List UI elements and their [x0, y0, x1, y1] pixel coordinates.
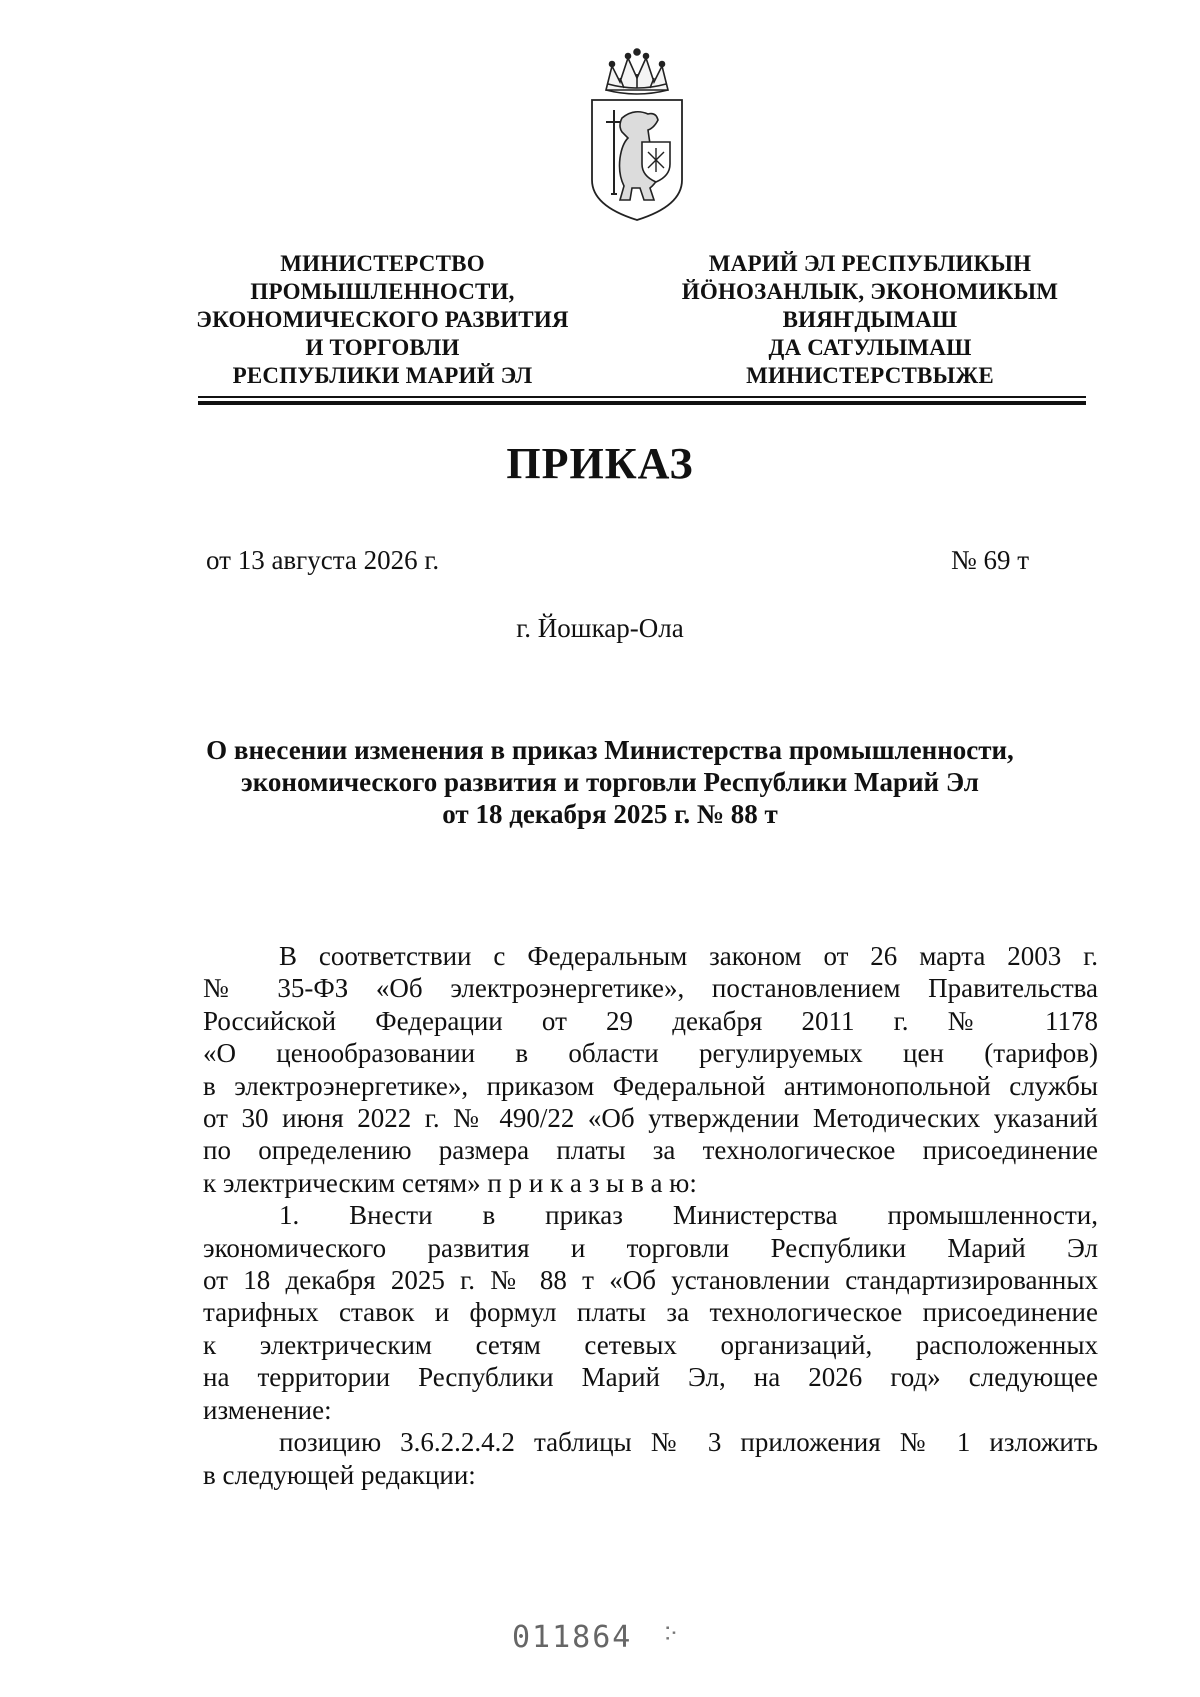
ministry-name-line: МИНИСТЕРСТВО — [280, 251, 485, 276]
subject-line: от 18 декабря 2025 г. № 88 т — [442, 799, 778, 829]
document-body — [203, 940, 1098, 1491]
body-line: «О ценообразовании в области регулируемых цен (тарифов) — [203, 1038, 1098, 1069]
serial-number-stamp: 011864 — [512, 1620, 633, 1655]
ministry-name-line: МИНИСТЕРСТВЫЖЕ — [746, 363, 994, 388]
document-city: г. Йошкар-Ола — [516, 613, 684, 643]
body-line: В соответствии с Федеральным законом от 26 марта 2003 г. — [279, 941, 1098, 971]
body-line: от 18 декабря 2025 г. № 88 т «Об установлении стандартизированных — [203, 1265, 1098, 1296]
ministry-name-line: ВИЯҤДЫМАШ — [782, 307, 958, 332]
ministry-name-line: ЭКОНОМИЧЕСКОГО РАЗВИТИЯ — [196, 307, 569, 332]
body-line: к электрическим сетям сетевых организаций, расположенных — [203, 1329, 1098, 1360]
subject-line: О внесении изменения в приказ Министерства промышленности, — [206, 735, 1014, 765]
header-divider-thin — [198, 396, 1086, 398]
header-divider-thick — [198, 401, 1086, 405]
body-line: экономического развития и торговли Республики Марий Эл — [203, 1232, 1098, 1263]
ministry-name-line: ДА САТУЛЫМАШ — [768, 335, 972, 360]
body-line: № 35-ФЗ «Об электроэнергетике», постановлением Правительства — [203, 973, 1098, 1004]
body-line: в следующей редакции: — [203, 1459, 476, 1490]
ministry-name-line: ПРОМЫШЛЕННОСТИ, — [250, 279, 515, 304]
ministry-name-line: МАРИЙ ЭЛ РЕСПУБЛИКЫН — [708, 251, 1032, 276]
ministry-name-line: И ТОРГОВЛИ — [305, 335, 460, 360]
body-line: от 30 июня 2022 г. № 490/22 «Об утверждении Методических указаний — [203, 1103, 1098, 1134]
body-line: 1. Внести в приказ Министерства промышленности, — [279, 1200, 1098, 1231]
body-line: позицию 3.6.2.2.4.2 таблицы № 3 приложения № 1 изложить — [279, 1427, 1098, 1458]
body-line: в электроэнергетике», приказом Федеральной антимонопольной службы — [203, 1070, 1098, 1101]
body-line: Российской Федерации от 29 декабря 2011 г. № 1178 — [203, 1005, 1098, 1036]
document-number: № 69 т — [951, 545, 1030, 575]
body-line: изменение: — [203, 1394, 332, 1425]
document-title: ПРИКАЗ — [506, 439, 694, 488]
ministry-name-line: ЙӦНОЗАНЛЫК, ЭКОНОМИКЫМ — [681, 279, 1059, 304]
subject-line: экономического развития и торговли Республики Марий Эл — [241, 767, 979, 797]
document-date: от 13 августа 2026 г. — [206, 545, 440, 575]
body-line: к электрическим сетям» п р и к а з ы в а ю: — [203, 1167, 697, 1198]
document-subject — [180, 734, 1040, 830]
ministry-name-line: РЕСПУБЛИКИ МАРИЙ ЭЛ — [232, 363, 533, 388]
coat-of-arms-icon — [584, 48, 690, 228]
stamp-mark: ჻ — [665, 1616, 677, 1646]
body-line: на территории Республики Марий Эл, на 2026 год» следующее — [203, 1362, 1098, 1393]
body-line: по определению размера платы за технологическое присоединение — [203, 1135, 1098, 1166]
ministry-name-russian — [170, 250, 595, 390]
ministry-name-mari — [655, 250, 1085, 390]
body-line: тарифных ставок и формул платы за технологическое присоединение — [203, 1297, 1098, 1328]
